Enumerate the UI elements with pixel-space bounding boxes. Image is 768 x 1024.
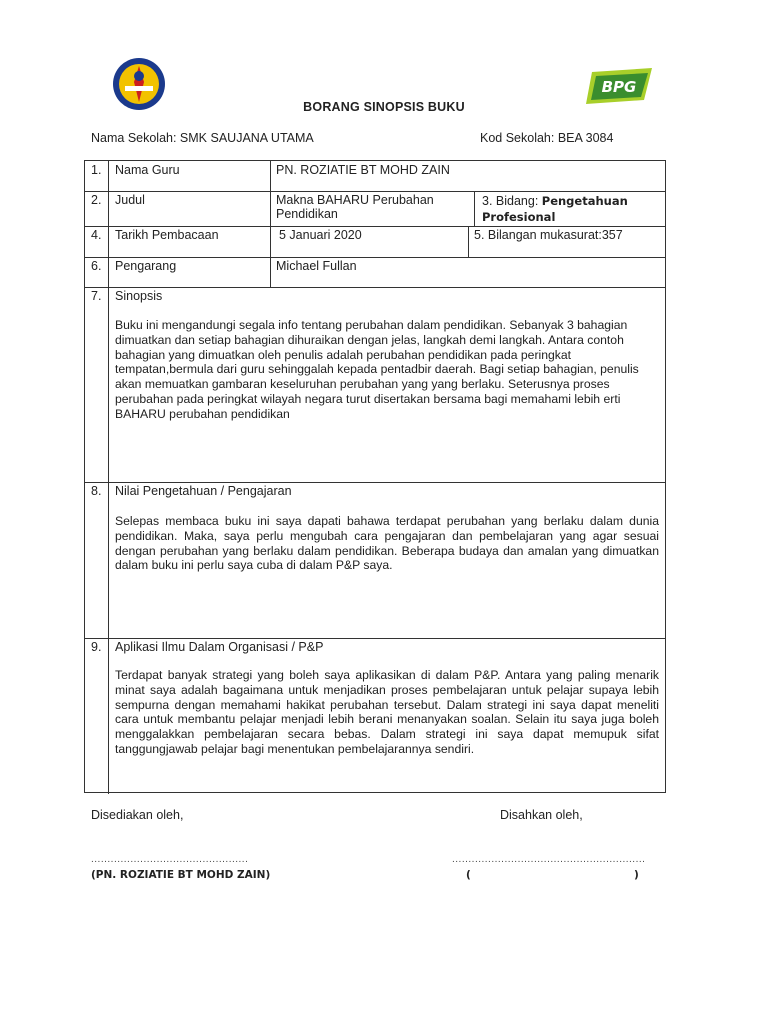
author-label: Pengarang	[115, 259, 177, 273]
field3-value-line1: Pengetahuan	[541, 194, 628, 208]
column-divider	[270, 161, 271, 287]
synopsis-label: Sinopsis	[115, 289, 163, 303]
row-divider	[85, 638, 665, 639]
row-number: 8.	[91, 484, 102, 498]
school-name: Nama Sekolah: SMK SAUJANA UTAMA	[91, 131, 314, 145]
reading-date-label: Tarikh Pembacaan	[115, 228, 219, 242]
teacher-name-value: PN. ROZIATIE BT MOHD ZAIN	[276, 163, 450, 177]
row-divider	[85, 226, 665, 227]
page-count: 5. Bilangan mukasurat:357	[474, 228, 623, 242]
column-divider	[108, 161, 109, 794]
row-number: 1.	[91, 163, 102, 177]
knowledge-value-label: Nilai Pengetahuan / Pengajaran	[115, 484, 292, 498]
row-number: 6.	[91, 259, 102, 273]
synopsis-form	[84, 160, 666, 793]
page-title: BORANG SINOPSIS BUKU	[303, 100, 465, 114]
column-divider	[474, 191, 475, 226]
synopsis-line: BAHARU perubahan pendidikan	[115, 406, 290, 421]
prepared-by-name: (PN. ROZIATIE BT MOHD ZAIN)	[91, 869, 271, 881]
reading-date-value: 5 Januari 2020	[279, 228, 362, 242]
synopsis-line: akan memuatkan gambaran keseluruhan perubahan yang yang berlaku. Seterusnya proses	[115, 377, 610, 392]
row-divider	[85, 482, 665, 483]
title-value-line2: Pendidikan	[276, 207, 338, 221]
school-code: Kod Sekolah: BEA 3084	[480, 131, 614, 145]
synopsis-line: tempatan,bermula dari guru sehinggalah kepada pentadbir daerah. Bagi setiap bahagian, penulis	[115, 362, 639, 377]
synopsis-line: dimuatkan dan setiap bahagian dihuraikan dengan jelas, langkah demi langkah. Antara contoh	[115, 332, 624, 347]
row-number: 4.	[91, 228, 102, 242]
row-number: 9.	[91, 640, 102, 654]
signature-line-left: ................................................	[91, 854, 249, 865]
approved-by-open: (	[466, 869, 471, 881]
application-text: Terdapat banyak strategi yang boleh saya aplikasikan di dalam P&P. Antara yang paling menarik minat saya adalah bagaimana untuk menjadikan proses pembelajaran untuk pelajar supaya lebih sempurna dengan memahami hakikat perubahan tersebut. Dalam strategi ini saya dapat meneliti cara untuk membantu pelajar menjadi lebih berani menanyakan soalan. Selain itu saya juga boleh menggalakkan pembelajaran secara bebas. Dalam strategi ini saya dapat memupuk sifat tanggungjawab pelajar bagi menentukan pembelajarannya sendiri.	[115, 668, 659, 756]
signature-line-right: ...........................................................	[452, 854, 646, 865]
synopsis-text	[115, 318, 645, 422]
row-divider	[85, 257, 665, 258]
synopsis-line: bahagian yang dimuatkan oleh penulis adalah perubahan pendidikan pada peringkat	[115, 347, 572, 362]
title-label: Judul	[115, 193, 145, 207]
row-number: 7.	[91, 289, 102, 303]
teacher-name-label: Nama Guru	[115, 163, 180, 177]
row-number: 2.	[91, 193, 102, 207]
application-label: Aplikasi Ilmu Dalam Organisasi / P&P	[115, 640, 324, 654]
field3-value-line2: Profesional	[482, 210, 556, 224]
author-value: Michael Fullan	[276, 259, 357, 273]
title-value-line1: Makna BAHARU Perubahan	[276, 193, 434, 207]
synopsis-line: perubahan pada peringkat wilayah negara turut disertakan bersama bagi memahami lebih erti	[115, 391, 621, 406]
column-divider	[468, 226, 469, 257]
row-divider	[85, 191, 665, 192]
approved-by-close: )	[634, 869, 639, 881]
approved-by-label: Disahkan oleh,	[500, 808, 583, 822]
synopsis-line: Buku ini mengandungi segala info tentang perubahan dalam pendidikan. Sebanyak 3 bahagian	[115, 318, 628, 332]
field-label	[482, 194, 628, 209]
bpg-logo-text: BPG	[601, 78, 637, 96]
field3-label: 3. Bidang:	[482, 194, 542, 208]
row-divider	[85, 287, 665, 288]
knowledge-value-text: Selepas membaca buku ini saya dapati bahawa terdapat perubahan yang berlaku dalam dunia pendidikan. Maka, saya perlu mengubah cara pengajaran dan pembelajaran yang agar sesuai dengan perubahan yang berlaku dalam pendidikan. Beberapa budaya dan amalan yang dimuatkan dalam buku ini perlu saya cuba di dalam P&P saya.	[115, 514, 659, 573]
bpg-logo	[586, 68, 652, 104]
prepared-by-label: Disediakan oleh,	[91, 808, 184, 822]
